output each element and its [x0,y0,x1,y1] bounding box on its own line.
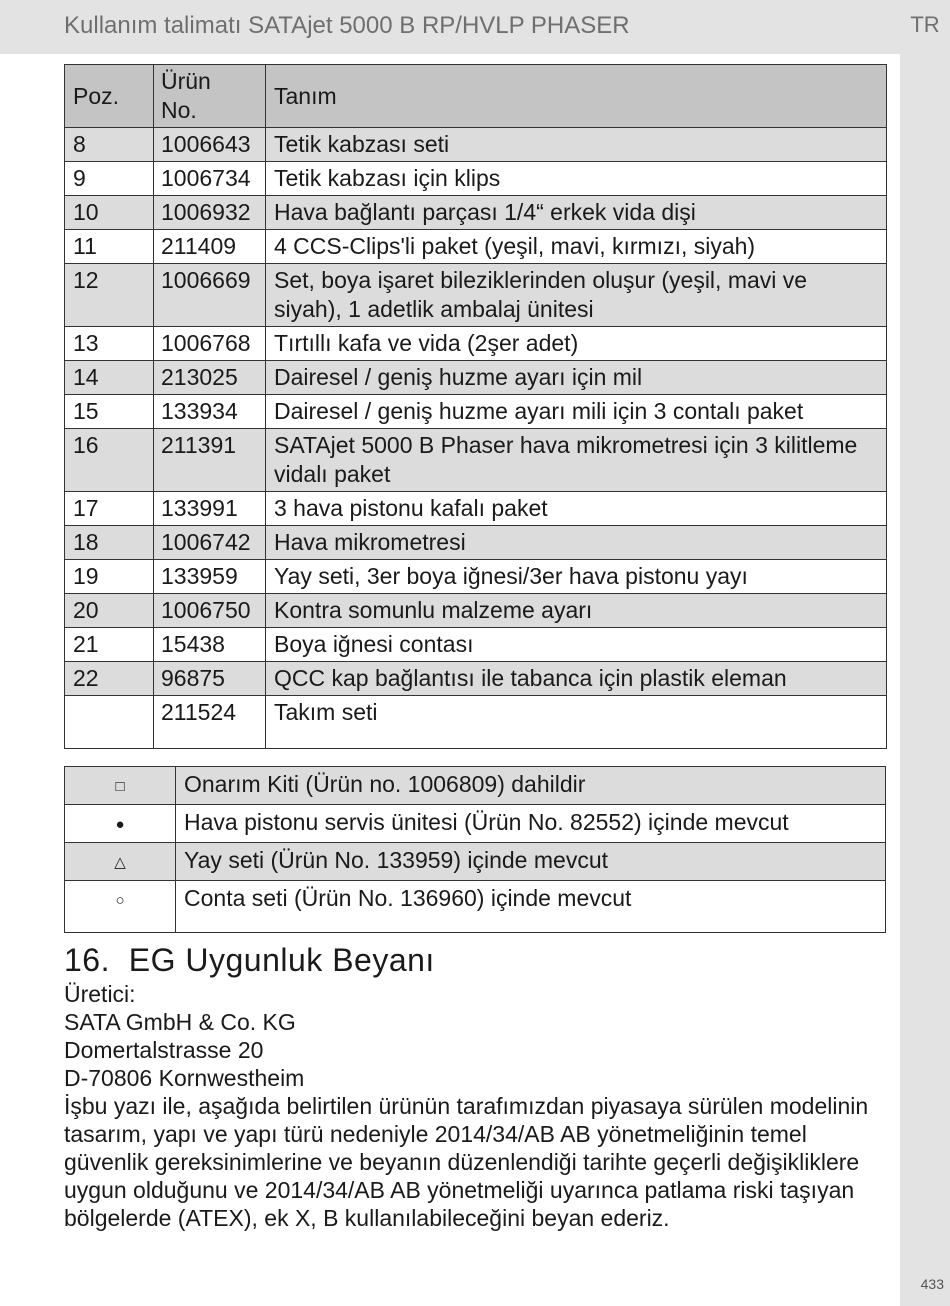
pos-cell [65,696,154,749]
pos-cell: 9 [65,162,154,196]
description-cell: Hava bağlantı parçası 1/4“ erkek vida dişi [266,196,887,230]
square-icon: □ [65,767,176,805]
description-cell: 3 hava pistonu kafalı paket [266,492,887,526]
manufacturer-label: Üretici: [64,981,136,1007]
part-no-cell: 133934 [154,395,266,429]
description-cell: Dairesel / geniş huzme ayarı mili için 3 contalı paket [266,395,887,429]
table-row [65,264,887,327]
part-no-cell: 211409 [154,230,266,264]
circle-icon: ○ [65,881,176,933]
pos-cell: 13 [65,327,154,361]
pos-header: Poz. [65,65,154,128]
description-cell: Takım seti [266,696,887,749]
part-no-cell: 213025 [154,361,266,395]
table-row [65,395,887,429]
legend-text: Conta seti (Ürün No. 136960) içinde mevcut [176,881,886,933]
description-cell: QCC kap bağlantısı ile tabanca için plastik eleman [266,662,887,696]
description-cell: Hava mikrometresi [266,526,887,560]
pos-cell: 12 [65,264,154,327]
pos-cell: 11 [65,230,154,264]
legend-table [64,766,886,933]
document-title: Kullanım talimatı SATAjet 5000 B RP/HVLP PHASER [64,12,630,39]
table-row [65,327,887,361]
legend-row [65,881,886,933]
section-heading [64,942,435,979]
table-row [65,560,887,594]
part-no-cell: 1006932 [154,196,266,230]
language-tab: TR [910,12,940,37]
description-cell: SATAjet 5000 B Phaser hava mikrometresi için 3 kilitleme vidalı paket [266,429,887,492]
legend-row [65,767,886,805]
table-row [65,230,887,264]
pos-cell: 14 [65,361,154,395]
section-number: 16. [64,942,110,978]
table-row [65,492,887,526]
table-row [65,429,887,492]
pos-cell: 8 [65,128,154,162]
page-number: 433 [920,1276,944,1292]
table-row [65,696,887,749]
declaration-text: İşbu yazı ile, aşağıda belirtilen ürünün tarafımızdan piyasaya sürülen modelinin tasarım, yapı ve yapı türü nedeniyle 2014/34/AB AB yönetmeliğinin temel güvenlik gereksinimlerine ve beyanın düzenlendiği tarihte geçerli değişikliklere uygun olduğunu ve 2014/34/AB AB yönetmeliği uyarınca patlama riski taşıyan bölgelerde (ATEX), ek X, B kullanılabileceğini beyan ederiz. [64,1093,869,1231]
part-no-cell: 1006768 [154,327,266,361]
part-no-header: Ürün No. [154,65,266,128]
legend-text: Onarım Kiti (Ürün no. 1006809) dahildir [176,767,886,805]
section-title: EG Uygunluk Beyanı [128,942,435,978]
pos-cell: 21 [65,628,154,662]
table-row [65,196,887,230]
part-no-cell: 133991 [154,492,266,526]
description-cell: Yay seti, 3er boya iğnesi/3er hava pistonu yayı [266,560,887,594]
description-cell: Set, boya işaret bileziklerinden oluşur (yeşil, mavi ve siyah), 1 adetlik ambalaj ünitesi [266,264,887,327]
description-header: Tanım [266,65,887,128]
legend-row [65,805,886,843]
legend-row [65,843,886,881]
part-no-cell: 1006742 [154,526,266,560]
description-cell: Dairesel / geniş huzme ayarı için mil [266,361,887,395]
city-address: D-70806 Kornwestheim [64,1065,305,1091]
table-row [65,128,887,162]
header-bar [0,0,900,54]
legend-text: Yay seti (Ürün No. 133959) içinde mevcut [176,843,886,881]
legend-text: Hava pistonu servis ünitesi (Ürün No. 82552) içinde mevcut [176,805,886,843]
company-name: SATA GmbH & Co. KG [64,1009,296,1035]
pos-cell: 19 [65,560,154,594]
part-no-cell: 1006734 [154,162,266,196]
part-no-cell: 211524 [154,696,266,749]
part-no-cell: 96875 [154,662,266,696]
pos-cell: 18 [65,526,154,560]
part-no-cell: 133959 [154,560,266,594]
part-no-cell: 211391 [154,429,266,492]
dot-icon: ● [65,805,176,843]
description-cell: 4 CCS-Clips'li paket (yeşil, mavi, kırmızı, siyah) [266,230,887,264]
description-cell: Kontra somunlu malzeme ayarı [266,594,887,628]
table-row [65,162,887,196]
street-address: Domertalstrasse 20 [64,1037,264,1063]
parts-table [64,64,887,749]
pos-cell: 20 [65,594,154,628]
table-row [65,662,887,696]
table-row [65,594,887,628]
description-cell: Boya iğnesi contası [266,628,887,662]
side-strip [900,0,950,1306]
triangle-icon: △ [65,843,176,881]
pos-cell: 22 [65,662,154,696]
description-cell: Tetik kabzası için klips [266,162,887,196]
table-row [65,628,887,662]
table-row [65,526,887,560]
parts-table-header [65,65,887,128]
table-row [65,361,887,395]
description-cell: Tetik kabzası seti [266,128,887,162]
pos-cell: 10 [65,196,154,230]
part-no-cell: 1006750 [154,594,266,628]
pos-cell: 15 [65,395,154,429]
part-no-cell: 15438 [154,628,266,662]
part-no-cell: 1006669 [154,264,266,327]
declaration-body [64,980,894,1232]
part-no-cell: 1006643 [154,128,266,162]
description-cell: Tırtıllı kafa ve vida (2şer adet) [266,327,887,361]
pos-cell: 16 [65,429,154,492]
pos-cell: 17 [65,492,154,526]
